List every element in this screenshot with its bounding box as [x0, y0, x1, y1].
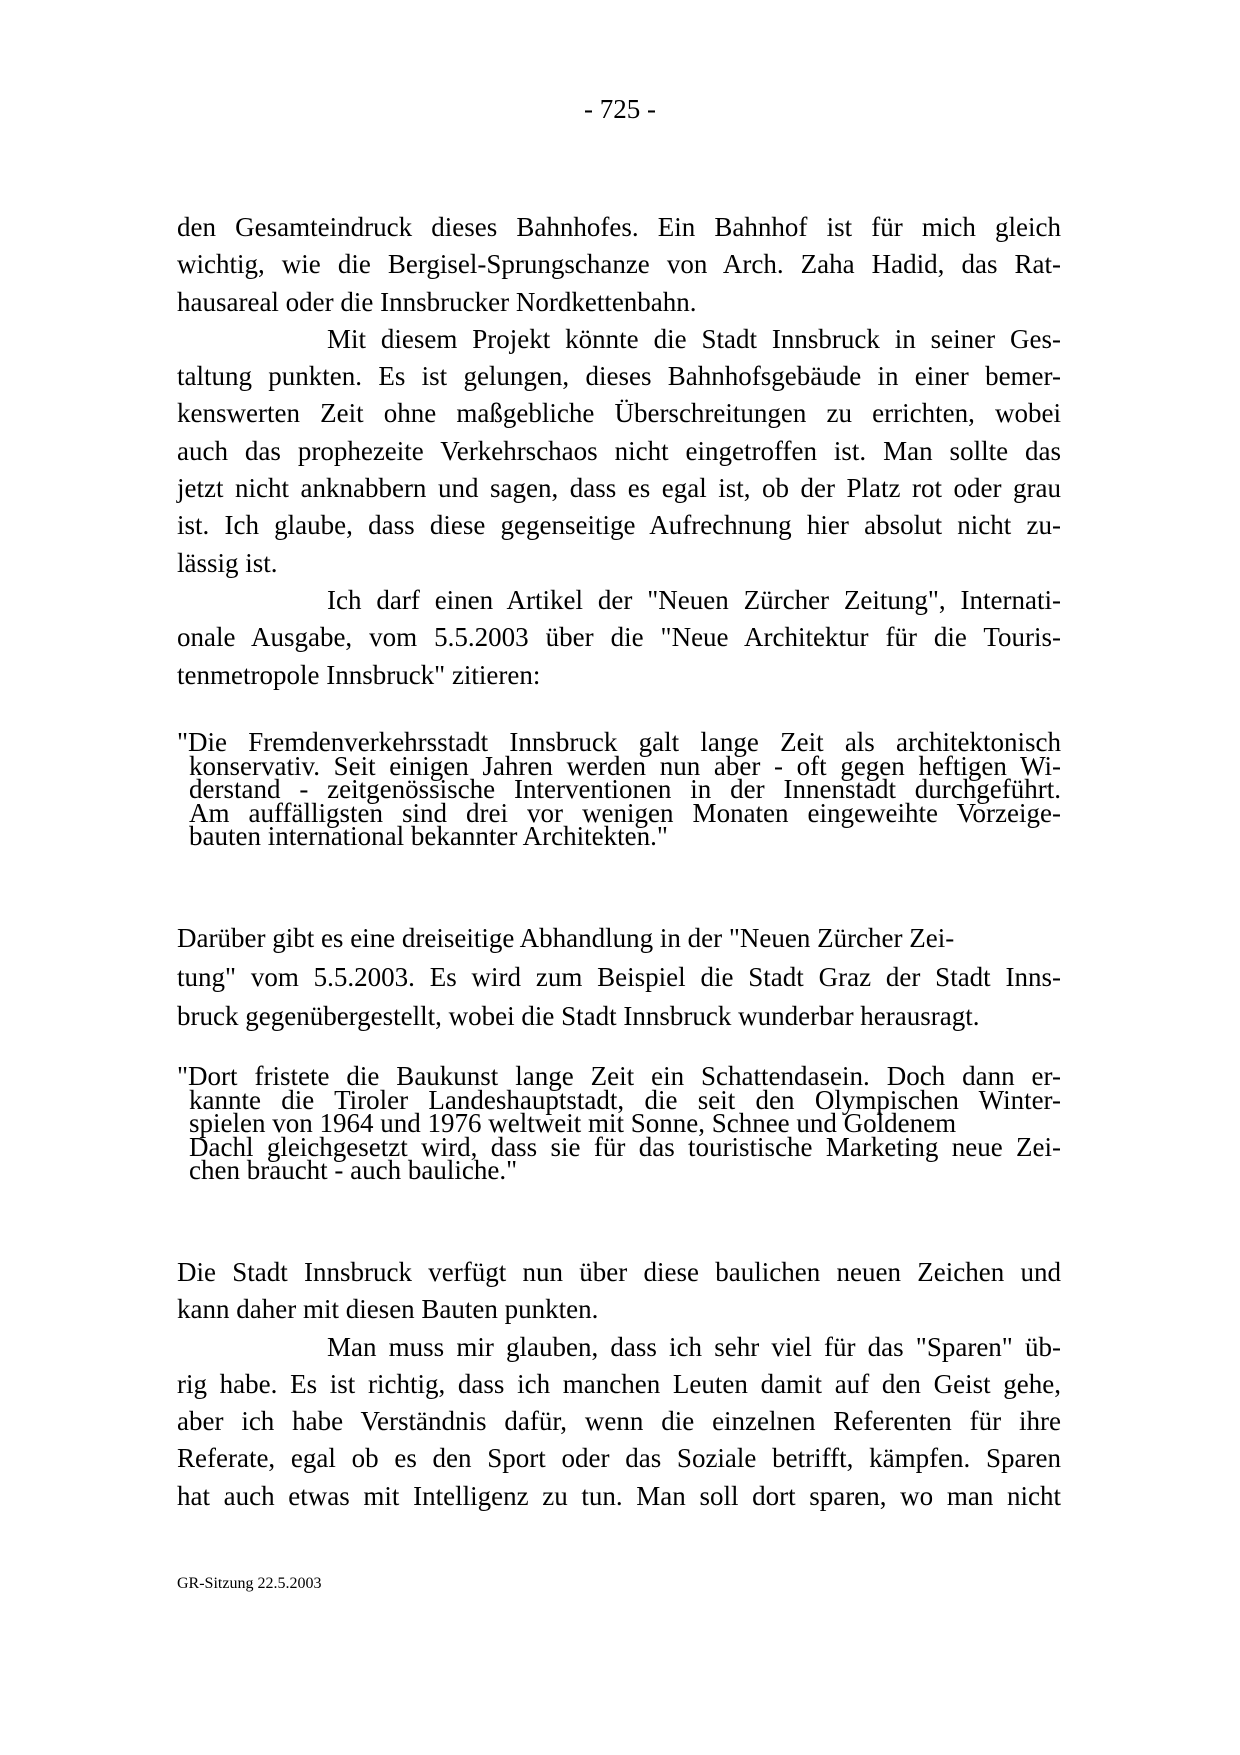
paragraph-block-middle: [177, 919, 1061, 1036]
text-line: ist. Ich glaube, dass diese gegenseitige Aufrechnung hier absolut nicht zu-: [177, 510, 1061, 541]
text-line: Ich darf einen Artikel der "Neuen Zürcher Zeitung", Internati-: [327, 584, 1061, 615]
footer-session-label: GR-Sitzung 22.5.2003: [177, 1575, 322, 1592]
text-line: Die Stadt Innsbruck verfügt nun über diese baulichen neuen Zeichen und: [177, 1257, 1061, 1287]
text-line: auch das prophezeite Verkehrschaos nicht eingetroffen ist. Man sollte das: [177, 435, 1061, 466]
text-line: tenmetropole Innsbruck" zitieren:: [177, 659, 541, 690]
text-line: hat auch etwas mit Intelligenz zu tun. Man soll dort sparen, wo man nicht: [177, 1480, 1061, 1511]
text-line: bruck gegenübergestellt, wobei die Stadt Innsbruck wunderbar herausragt.: [177, 1001, 980, 1031]
text-line: den Gesamteindruck dieses Bahnhofes. Ein Bahnhof ist für mich gleich: [177, 212, 1061, 242]
text-line: jetzt nicht anknabbern und sagen, dass es egal ist, ob der Platz rot oder grau: [177, 473, 1061, 504]
quote-line: Dachl gleichgesetzt wird, dass sie für das touristische Marketing neue Zei-: [189, 1131, 1061, 1162]
quote-line: chen braucht - auch bauliche.": [189, 1155, 518, 1186]
block-quote-1: [177, 727, 1061, 852]
text-line: rig habe. Es ist richtig, dass ich manchen Leuten damit auf den Geist gehe,: [177, 1368, 1061, 1399]
quote-line: "Die Fremdenverkehrsstadt Innsbruck galt lange Zeit als architektonisch: [177, 727, 1061, 757]
page-number: - 725 -: [584, 94, 656, 124]
text-line: Referate, egal ob es den Sport oder das Soziale betrifft, kämpfen. Sparen: [177, 1443, 1061, 1474]
text-line: kenswerten Zeit ohne maßgebliche Überschreitungen zu errichten, wobei: [177, 398, 1061, 429]
block-quote-2: [177, 1061, 1061, 1186]
text-line: wichtig, wie die Bergisel-Sprungschanze von Arch. Zaha Hadid, das Rat-: [177, 249, 1061, 280]
text-line: Mit diesem Projekt könnte die Stadt Innsbruck in seiner Ges-: [327, 323, 1061, 354]
quote-line: bauten international bekannter Architekten.": [189, 821, 668, 852]
quote-line: spielen von 1964 und 1976 weltweit mit Sonne, Schnee und Goldenem: [189, 1108, 957, 1139]
text-line: kann daher mit diesen Bauten punkten.: [177, 1294, 599, 1325]
quote-line: kannte die Tiroler Landeshauptstadt, die seit den Olympischen Winter-: [189, 1084, 1061, 1115]
text-line: hausareal oder die Innsbrucker Nordkettenbahn.: [177, 286, 697, 317]
text-line: lässig ist.: [177, 547, 278, 578]
paragraph-block-top: [177, 209, 1061, 694]
text-line: aber ich habe Verständnis dafür, wenn die einzelnen Referenten für ihre: [177, 1406, 1061, 1437]
quote-line: "Dort fristete die Baukunst lange Zeit ein Schattendasein. Doch dann er-: [177, 1061, 1061, 1091]
quote-line: derstand - zeitgenössische Interventionen in der Innenstadt durchgeführt.: [189, 774, 1061, 805]
text-line: Darüber gibt es eine dreiseitige Abhandlung in der "Neuen Zürcher Zei-: [177, 923, 955, 953]
quote-line: Am auffälligsten sind drei vor wenigen Monaten eingeweihte Vorzeige-: [189, 797, 1061, 828]
text-line: tung" vom 5.5.2003. Es wird zum Beispiel die Stadt Graz der Stadt Inns-: [177, 962, 1061, 992]
quote-line: konservativ. Seit einigen Jahren werden nun aber - oft gegen heftigen Wi-: [189, 750, 1061, 781]
text-line: onale Ausgabe, vom 5.5.2003 über die "Neue Architektur für die Touris-: [177, 622, 1061, 653]
text-line: Man muss mir glauben, dass ich sehr viel für das "Sparen" üb-: [327, 1331, 1061, 1362]
paragraph-block-bottom: [177, 1254, 1061, 1515]
text-line: taltung punkten. Es ist gelungen, dieses Bahnhofsgebäude in einer bemer-: [177, 361, 1061, 392]
